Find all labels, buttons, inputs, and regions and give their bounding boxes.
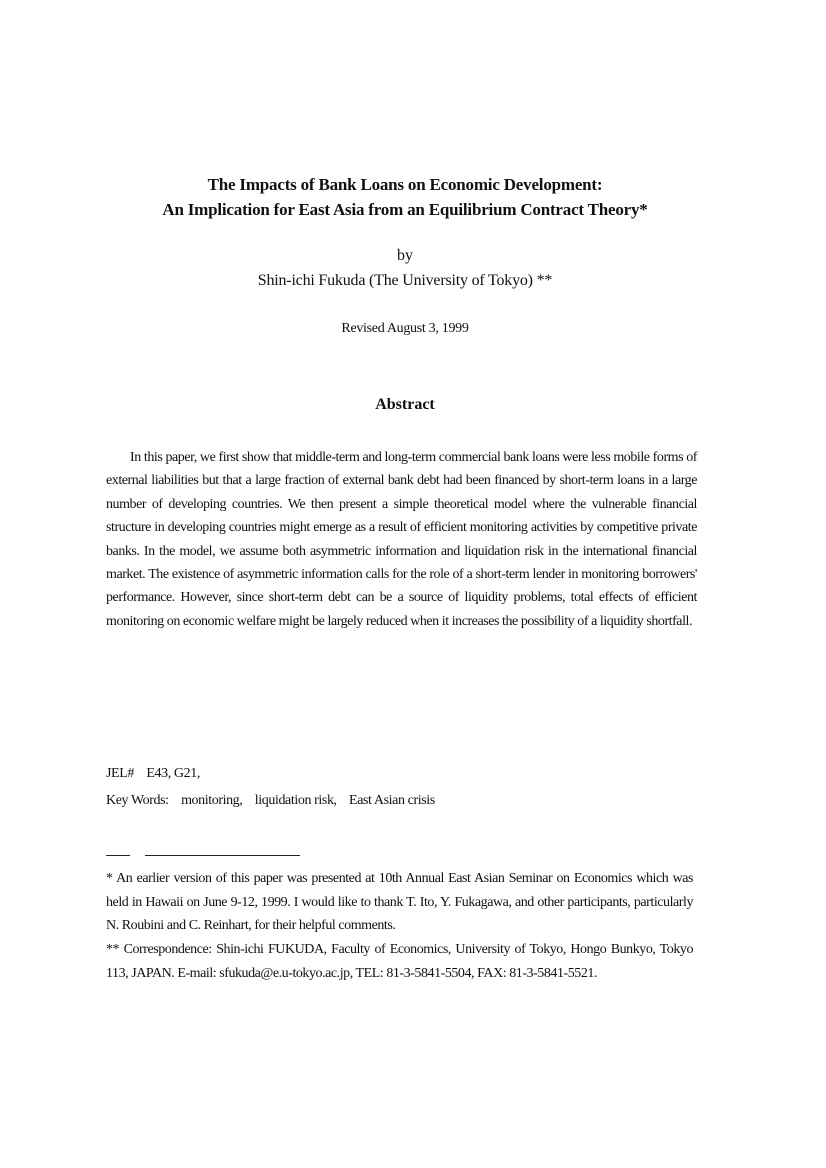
footnote-acknowledgement: * An earlier version of this paper was presented at 10th Annual East Asian Seminar on Economics which was held in Hawaii on June 9-12, 1999. I would like to thank T. Ito, Y. Fukagawa, and other participants, particularly N. Roubini and C. Reinhart, for their helpful comments. (106, 871, 693, 933)
abstract-heading: Abstract (375, 396, 435, 413)
abstract-body: In this paper, we first show that middle-term and long-term commercial bank loans were less mobile forms of external liabilities but that a large fraction of external bank debt had been financed by short-term loans in a large number of developing countries. We then present a simple theoretical model where the vulnerable financial structure in developing countries might emerge as a result of efficient monitoring activities by competitive private banks. In the model, we assume both asymmetric information and liquidation risk in the international financial market. The existence of asymmetric information calls for the role of a short-term lender in monitoring borrowers' performance. However, since short-term debt can be a source of liquidity problems, total effects of efficient monitoring on economic welfare might be largely reduced when it increases the possibility of a liquidity shortfall. (106, 450, 697, 629)
byline-by: by (397, 247, 413, 264)
footnote-rule-long (145, 855, 300, 856)
paper-title-line-2: An Implication for East Asia from an Equilibrium Contract Theory* (162, 200, 648, 219)
key-words: Key Words: monitoring, liquidation risk, East Asian crisis (106, 793, 435, 808)
jel-codes: JEL# E43, G21, (106, 766, 200, 781)
footnote-rule-short (106, 855, 130, 856)
revised-date: Revised August 3, 1999 (341, 321, 469, 336)
paper-title-line-1: The Impacts of Bank Loans on Economic Development: (207, 175, 603, 194)
footnote-correspondence: ** Correspondence: Shin-ichi FUKUDA, Faculty of Economics, University of Tokyo, Hongo Bunkyo, Tokyo 113, JAPAN. E-mail: sfukuda@e.u-tokyo.ac.jp, TEL: 81-3-5841-5504, FAX: 81-3-5841-5521. (106, 942, 693, 981)
author-line: Shin-ichi Fukuda (The University of Tokyo) ** (257, 272, 553, 289)
